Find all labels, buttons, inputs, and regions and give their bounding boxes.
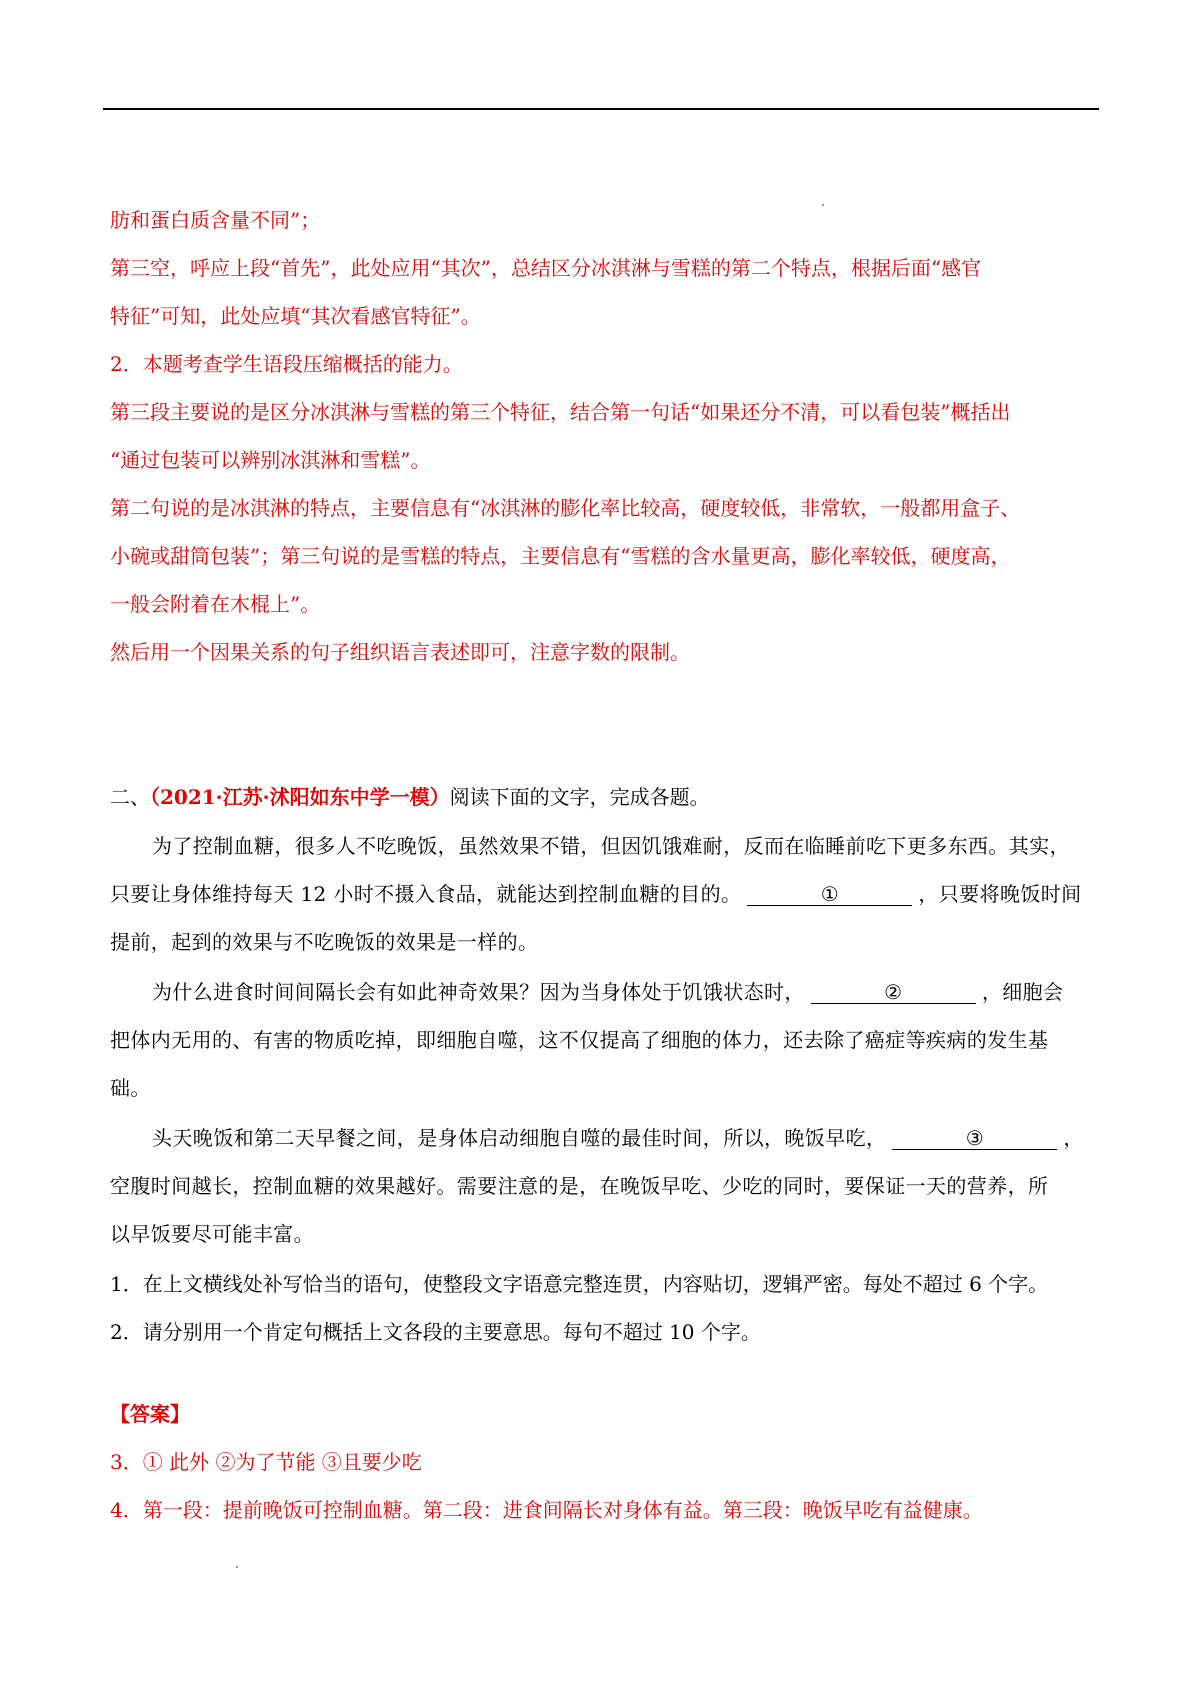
answer-label: 【答案】 xyxy=(110,1402,190,1426)
sub-questions xyxy=(110,1260,1100,1356)
analysis-line: 然后用一个因果关系的句子组织语言表述即可，注意字数的限制。 xyxy=(110,640,690,664)
passage xyxy=(110,822,1100,1258)
passage-line: 以早饭要尽可能丰富。 xyxy=(110,1222,314,1246)
analysis-line: 第二句说的是冰淇淋的特点，主要信息有“冰淇淋的膨化率比较高，硬度较低，非常软，一般都用盒子、 xyxy=(110,496,1021,520)
passage-line xyxy=(110,968,1100,1016)
analysis-line: 一般会附着在木棍上”。 xyxy=(110,592,321,616)
analysis-line: 小碗或甜筒包装”；第三句说的是雪糕的特点，主要信息有“雪糕的含水量更高，膨化率较低，硬度高， xyxy=(110,544,1011,568)
question-source: （2021·江苏·沭阳如东中学一模） xyxy=(150,785,450,809)
blank-2[interactable]: ② xyxy=(811,981,976,1004)
prev-answer-analysis xyxy=(110,196,1100,676)
passage-text: 为什么进食时间间隔长会有如此神奇效果？因为当身体处于饥饿状态时， xyxy=(152,980,805,1004)
passage-line: 础。 xyxy=(110,1076,151,1100)
passage-text: ， xyxy=(1063,1126,1084,1150)
question-instruction: 阅读下面的文字，完成各题。 xyxy=(449,785,710,809)
blank-1[interactable]: ① xyxy=(747,883,912,906)
analysis-line: 第三空，呼应上段“首先”，此处应用“其次”，总结区分冰淇淋与雪糕的第二个特点，根据后面“感官 xyxy=(110,256,982,280)
passage-text: ，细胞会 xyxy=(981,980,1064,1004)
blank-3[interactable]: ③ xyxy=(892,1127,1057,1150)
speck xyxy=(236,1566,238,1568)
analysis-line: 肪和蛋白质含量不同”； xyxy=(110,208,321,232)
analysis-line: “通过包装可以辨别冰淇淋和雪糕”。 xyxy=(110,448,431,472)
question-number: 二、 xyxy=(110,785,150,809)
answer-section xyxy=(110,1390,1100,1534)
sub-question-2: 2．请分别用一个肯定句概括上文各段的主要意思。每句不超过 10 个字。 xyxy=(110,1320,761,1344)
analysis-line: 特征”可知，此处应填“其次看感官特征”。 xyxy=(110,304,481,328)
passage-line xyxy=(110,870,1100,918)
passage-text: 只要让身体维持每天 12 小时不摄入食品，就能达到控制血糖的目的。 xyxy=(110,882,742,906)
sub-question-1: 1．在上文横线处补写恰当的语句，使整段文字语意完整连贯，内容贴切，逻辑严密。每处不超过 6 个字。 xyxy=(110,1272,1049,1296)
question-heading xyxy=(110,773,1100,821)
analysis-line: 2．本题考查学生语段压缩概括的能力。 xyxy=(110,352,463,376)
answer-2: 4．第一段：提前晚饭可控制血糖。第二段：进食间隔长对身体有益。第三段：晚饭早吃有益健康。 xyxy=(110,1498,983,1522)
answer-1: 3．① 此外 ②为了节能 ③且要少吃 xyxy=(110,1450,422,1474)
passage-line: 为了控制血糖，很多人不吃晚饭，虽然效果不错，但因饥饿难耐，反而在临睡前吃下更多东西。其实， xyxy=(152,834,1070,858)
passage-line: 空腹时间越长，控制血糖的效果越好。需要注意的是，在晚饭早吃、少吃的同时，要保证一天的营养，所 xyxy=(110,1174,1049,1198)
analysis-line: 第三段主要说的是区分冰淇淋与雪糕的第三个特征，结合第一句话“如果还分不清，可以看包装”概括出 xyxy=(110,400,1011,424)
passage-text: ，只要将晚饭时间 xyxy=(918,882,1082,906)
header-rule xyxy=(103,108,1099,110)
passage-line: 把体内无用的、有害的物质吃掉，即细胞自噬，这不仅提高了细胞的体力，还去除了癌症等疾病的发生基 xyxy=(110,1028,1049,1052)
passage-line xyxy=(110,1114,1100,1162)
passage-text: 头天晚饭和第二天早餐之间，是身体启动细胞自噬的最佳时间，所以，晚饭早吃， xyxy=(152,1126,887,1150)
passage-line: 提前，起到的效果与不吃晚饭的效果是一样的。 xyxy=(110,930,539,954)
